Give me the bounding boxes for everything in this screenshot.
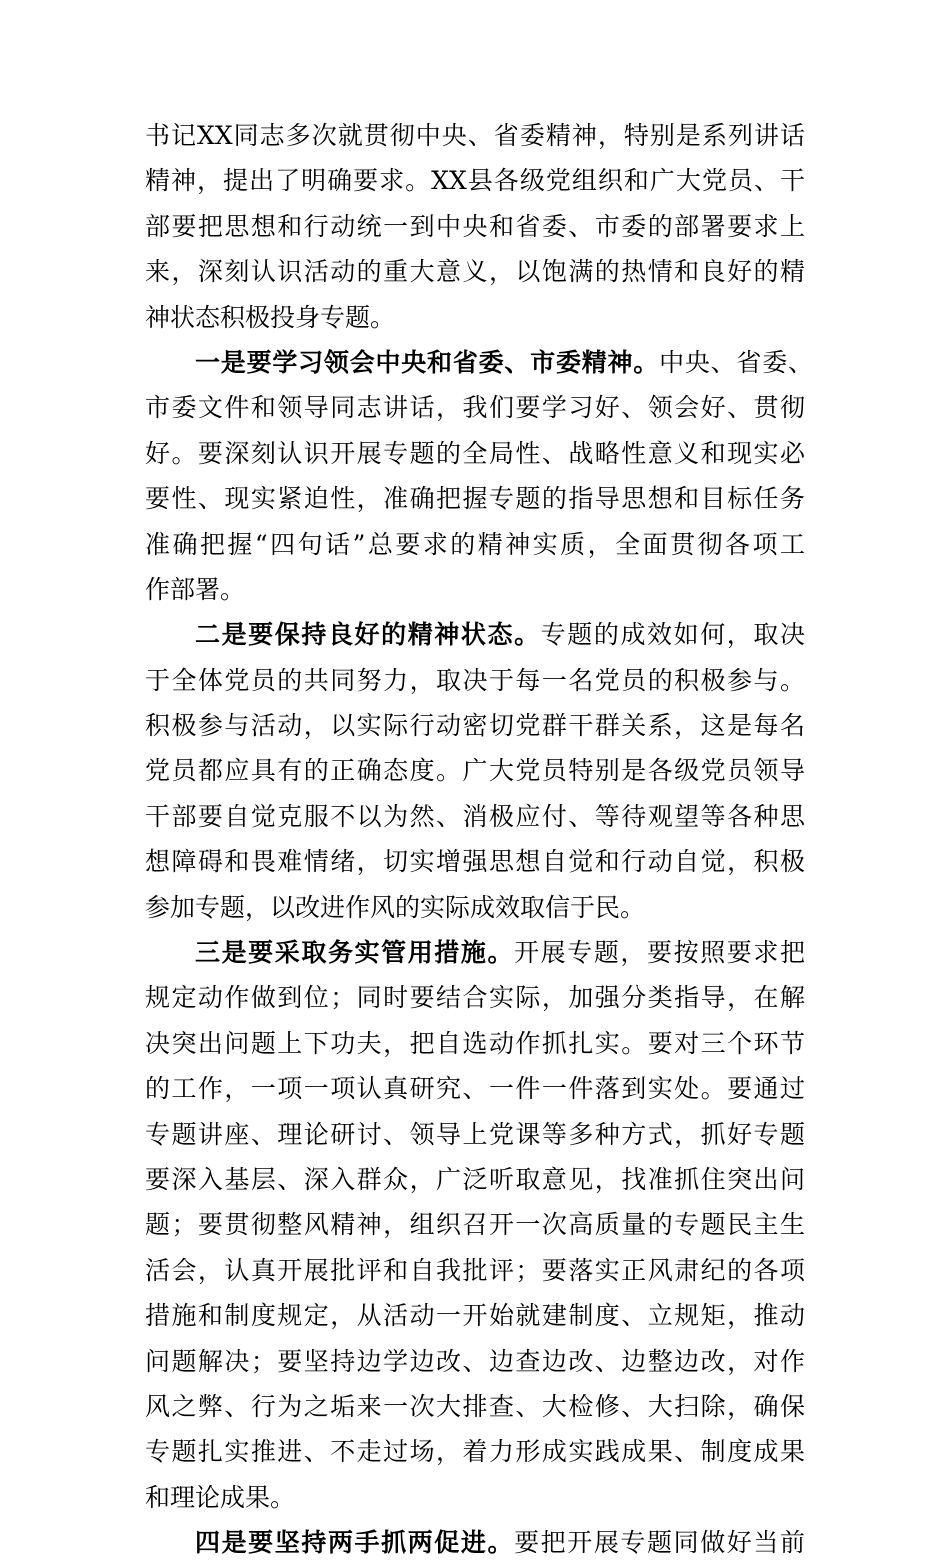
paragraph-line: 积极参与活动，以实际行动密切党群干群关系，这是每名 — [145, 711, 805, 741]
paragraph-line: 决突出问题上下功夫，把自选动作抓扎实。要对三个环节 — [145, 1028, 805, 1058]
paragraph-line: 的工作，一项一项认真研究、一件一件落到实处。要通过 — [145, 1074, 805, 1104]
paragraph-first-line — [145, 340, 813, 385]
paragraph-line: 问题解决；要坚持边学边改、边查边改、边整边改，对作 — [145, 1346, 805, 1376]
paragraph-line: 规定动作做到位；同时要结合实际，加强分类指导，在解 — [145, 983, 805, 1013]
paragraph-line: 部要把思想和行动统一到中央和省委、市委的部署要求上 — [145, 211, 805, 241]
paragraph-line: 专题讲座、理论研讨、领导上党课等多种方式，抓好专题 — [145, 1119, 805, 1149]
paragraph-line: 想障碍和畏难情绪，切实增强思想自觉和行动自觉，积极 — [145, 847, 805, 877]
paragraph-line: 要深入基层、深入群众，广泛听取意见，找准抓住突出问 — [145, 1164, 805, 1194]
paragraph-line: 和理论成果。 — [145, 1482, 296, 1512]
paragraph-first-line — [145, 612, 805, 657]
paragraph-line: 好。要深刻认识开展专题的全局性、战略性意义和现实必 — [145, 438, 805, 468]
paragraph-line: 题；要贯彻整风精神，组织召开一次高质量的专题民主生 — [145, 1210, 805, 1240]
document-body — [145, 113, 813, 1566]
paragraph-line: 神状态积极投身专题。 — [145, 302, 396, 332]
paragraph-first-line — [145, 930, 805, 975]
paragraph-line: 要性、现实紧迫性，准确把握专题的指导思想和目标任务 — [145, 484, 805, 514]
paragraph-first-line — [145, 1520, 805, 1565]
paragraph-line: 措施和制度规定，从活动一开始就建制度、立规矩，推动 — [145, 1301, 805, 1331]
paragraph-line: 活会，认真开展批评和自我批评；要落实正风肃纪的各项 — [145, 1255, 805, 1285]
paragraph-heading: 四是要坚持两手抓两促进。 — [195, 1528, 515, 1558]
paragraph-line: 参加专题，以改进作风的实际成效取信于民。 — [145, 892, 646, 922]
paragraph-text: 要把开展专题同做好当前 — [514, 1528, 805, 1558]
paragraph-line: 专题扎实推进、不走过场，着力形成实践成果、制度成果 — [145, 1437, 805, 1467]
paragraph-heading: 一是要学习领会中央和省委、市委精神。 — [195, 347, 660, 377]
paragraph-line: 作部署。 — [145, 574, 246, 604]
paragraph-heading: 二是要保持良好的精神状态。 — [195, 620, 541, 650]
paragraph-text: 开展专题，要按照要求把 — [514, 938, 805, 968]
paragraph-line: 市委文件和领导同志讲话，我们要学习好、领会好、贯彻 — [145, 393, 805, 423]
paragraph-line: 书记XX同志多次就贯彻中央、省委精神，特别是系列讲话 — [145, 121, 805, 150]
paragraph-heading: 三是要采取务实管用措施。 — [195, 938, 515, 968]
paragraph-line: 干部要自觉克服不以为然、消极应付、等待观望等各种思 — [145, 801, 805, 831]
paragraph-line: 于全体党员的共同努力，取决于每一名党员的积极参与。 — [145, 665, 805, 695]
paragraph-text: 中央、省委、 — [659, 347, 813, 377]
paragraph-text: 专题的成效如何，取决 — [540, 620, 805, 650]
paragraph-line: 风之弊、行为之垢来一次大排查、大检修、大扫除，确保 — [145, 1391, 805, 1421]
paragraph-line: 党员都应具有的正确态度。广大党员特别是各级党员领导 — [145, 756, 805, 786]
paragraph-line: 精神，提出了明确要求。XX县各级党组织和广大党员、干 — [145, 166, 805, 196]
paragraph-line: 来，深刻认识活动的重大意义，以饱满的热情和良好的精 — [145, 257, 805, 287]
paragraph-line: 准确把握“四句话”总要求的精神实质，全面贯彻各项工 — [145, 529, 805, 559]
